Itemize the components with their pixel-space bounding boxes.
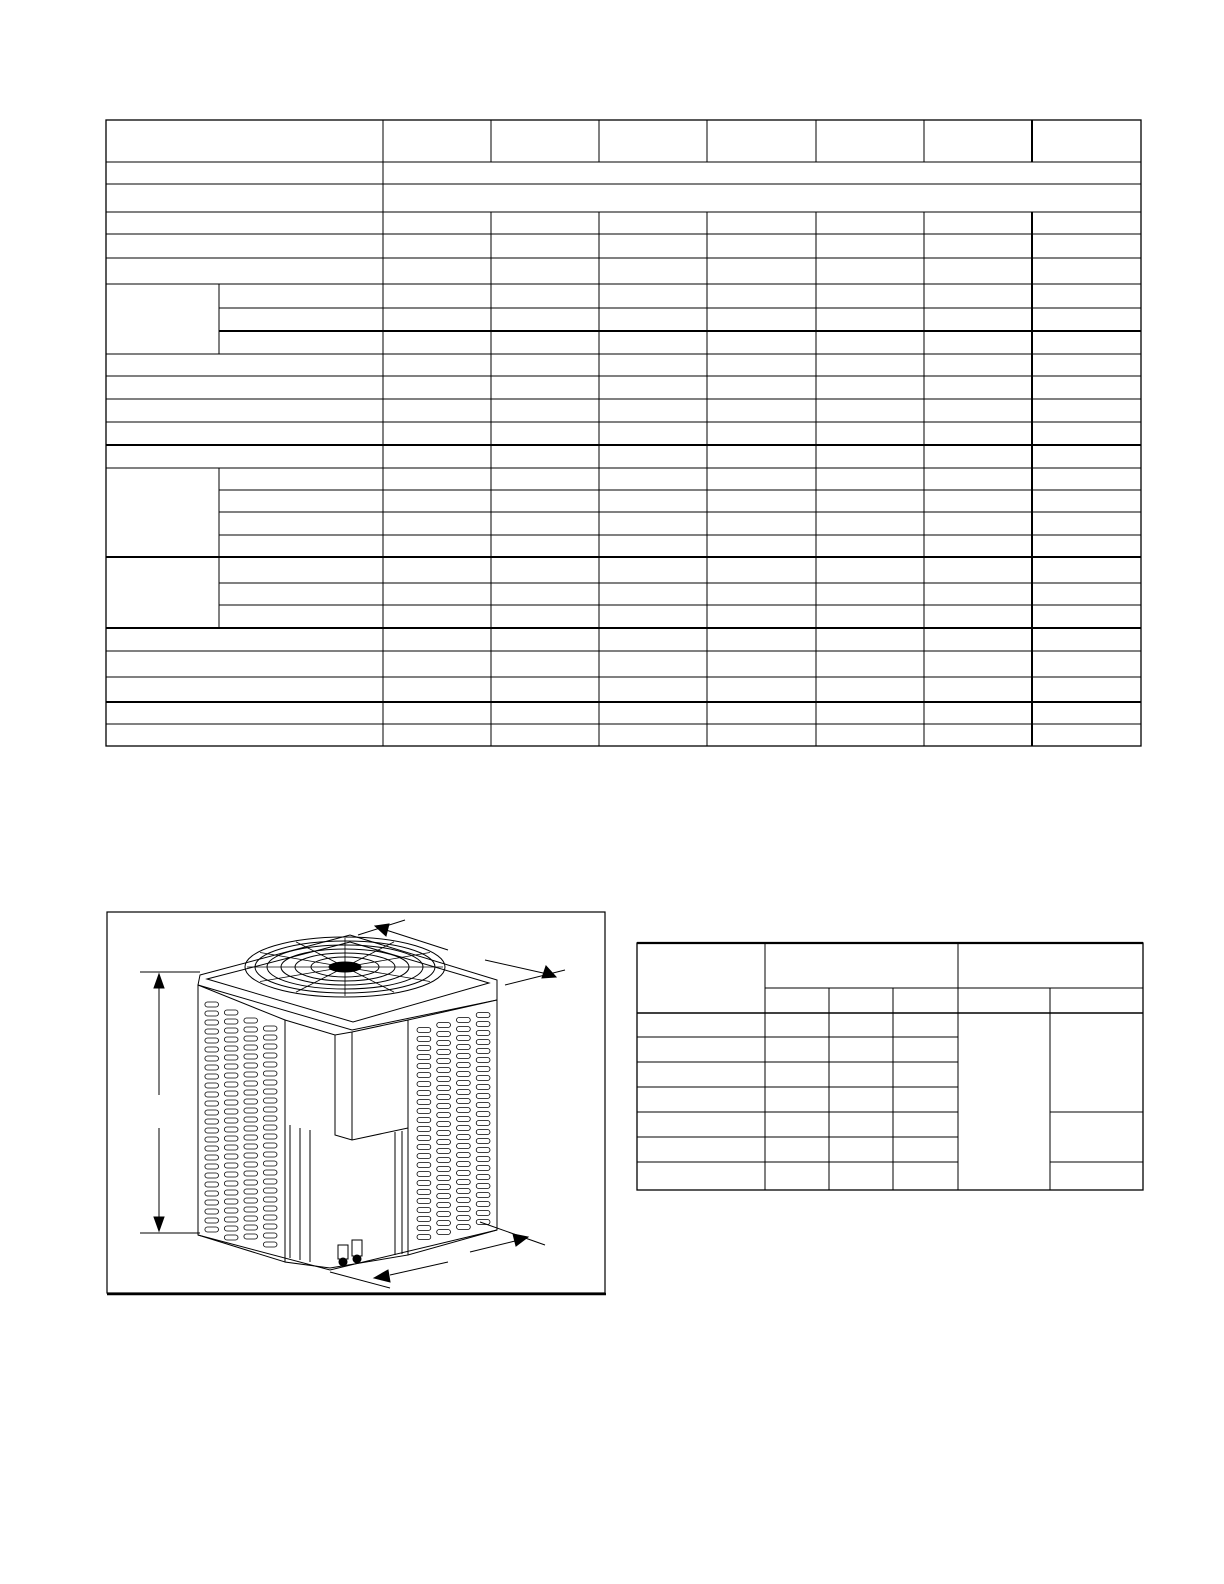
- condenser-unit-illustration: [198, 935, 497, 1270]
- fan-grille-icon: [245, 937, 445, 997]
- spec-table: [106, 120, 1141, 746]
- dimensions-table-border: [637, 943, 1143, 1190]
- service-panel: [285, 1020, 408, 1268]
- dimensions-table: [637, 943, 1143, 1190]
- spec-table-border: [106, 120, 1141, 746]
